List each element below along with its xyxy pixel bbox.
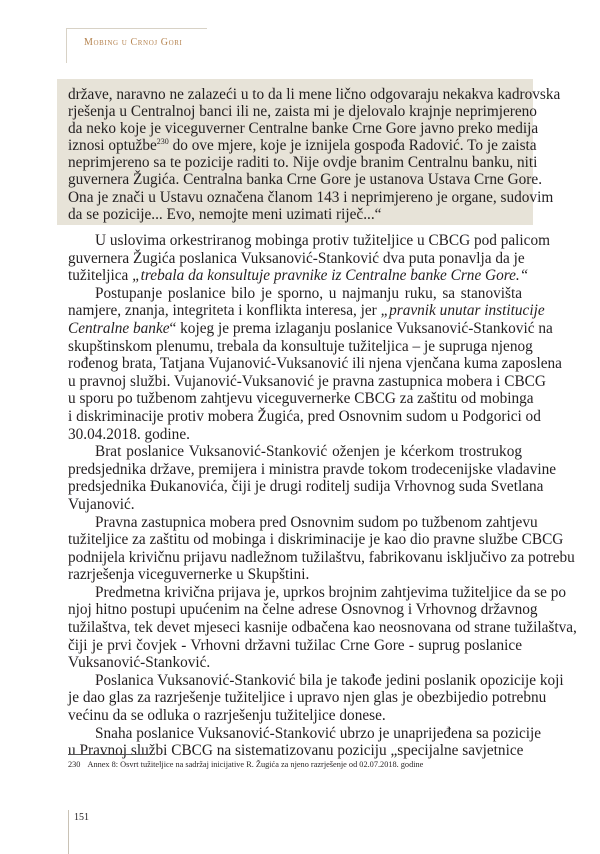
text-run: guvernera Žugića poslanica Vuksanović-Stanković dva puta ponavlja da je (68, 249, 525, 267)
text-run: iznosi optužbe (68, 137, 157, 155)
text-line (68, 232, 551, 250)
text-run: je dao glas za razrješenje tužiteljice i upravo njen glas je obezbijedio potrebnu (68, 689, 547, 707)
text-line (68, 531, 564, 549)
footnote (68, 760, 423, 769)
text-line (68, 654, 522, 672)
footnote-text: Annex 8: Osvrt tužiteljice na sadržaj inicijative R. Žugića za njeno razrješenje od 02.07.2018. godine (87, 760, 424, 769)
text-run: čiji je prvi čovjek - Vrhovni državni tužilac Crne Gore - suprug poslanice (68, 636, 522, 654)
text-run: njoj hitno postupi upućenim na čelne adrese Osnovnog i Vrhovnog državnog (68, 601, 538, 619)
text-line (68, 443, 522, 461)
text-run: u Pravnoj službi CBCG na sistematizovanu poziciju „specijalne savjetnice (68, 742, 524, 760)
text-line (68, 671, 564, 690)
text-line (68, 583, 567, 602)
running-title: Mobing u Crnoj Gori (84, 37, 183, 48)
text-line (68, 249, 525, 268)
text-line (68, 689, 547, 707)
text-run: U uslovima orkestriranog mobinga protiv tužiteljice u CBCG pod palicom (95, 232, 551, 249)
text-run: Poslanica Vuksanović-Stanković bila je takođe jedini poslanik opozicije koji (95, 671, 564, 689)
text-line (68, 619, 577, 637)
text-line (68, 372, 546, 391)
paragraph (68, 583, 577, 672)
text-line (68, 267, 529, 285)
running-header (66, 28, 207, 63)
text-line (68, 137, 537, 155)
text-run: Vujanović. (68, 495, 135, 513)
text-line (68, 302, 545, 320)
text-run: Vuksanović-Stanković. (68, 654, 211, 672)
text-line (68, 426, 522, 444)
text-run: “ kojeg je prema izlaganju poslanice Vuksanović-Stanković na (169, 319, 553, 337)
text-line (68, 496, 522, 514)
text-line (68, 513, 538, 532)
footnote-number: 230 (68, 760, 81, 769)
page-number: 151 (68, 810, 89, 854)
text-run: Ona je znači u Ustavu označena članom 143 i neprimjereno je organe, sudovim (68, 188, 554, 206)
text-run: u pravnoj službi. Vujanović-Vuksanović je pravna zastupnica mobera i CBCG (68, 372, 546, 390)
text-run: rješenja u Centralnoj banci ili ne, zaista mi je djelovalo krajnje neprimjereno (68, 103, 537, 121)
text-run: razrješenja viceguvernerke u Skupštini. (68, 566, 310, 584)
text-run: predsjednika Đukanovića, čiji je drugi roditelj sudija Vrhovnog suda Svetlana (68, 478, 544, 496)
text-run: Brat poslanice Vuksanović-Stanković oženjen je kćerkom trostrukog (95, 443, 522, 461)
text-line (68, 724, 542, 743)
text-line (68, 478, 544, 496)
text-run: predsjednika države, premijera i ministra pravde tokom trodecenijske vladavine (68, 460, 557, 478)
text-line (68, 460, 557, 479)
text-run: da neko koje je viceguverner Centralne banke Crne Gore javno preko medija (68, 120, 539, 138)
italic-quote: „pravnik unutar institucije (380, 302, 545, 320)
text-line (68, 171, 543, 189)
paragraph (68, 443, 557, 513)
text-line (68, 188, 554, 206)
text-line (68, 707, 522, 725)
paragraph (68, 232, 551, 285)
text-line (68, 103, 537, 121)
text-line (68, 742, 522, 760)
text-line (68, 337, 533, 356)
italic-quote: Centralne banke (68, 319, 170, 337)
paragraph (68, 284, 562, 443)
body-text (68, 232, 577, 760)
text-line (68, 601, 538, 619)
text-run: guvernera Žugića. Centralna banka Crne Gore je ustanova Ustava Crne Gore. (68, 171, 543, 189)
text-line (68, 566, 522, 584)
text-line (68, 637, 522, 655)
text-run: tužiteljica (68, 267, 133, 285)
text-run: da se pozicije... Evo, nemojte meni uzimati riječ...“ (68, 205, 382, 223)
text-run: rođenog brata, Tatjana Vujanović-Vuksanović ili njena vjenčana kuma zaposlena (68, 355, 562, 373)
text-run: u sporu po tužbenom zahtjevu viceguvernerke CBCG za zaštitu od mobinga (68, 390, 534, 408)
paragraph (68, 671, 564, 725)
text-run: skupštinskom plenumu, trebala da konsultuje tužiteljica – je supruga njenog (68, 337, 533, 355)
footnote-divider (68, 754, 154, 755)
text-run: tužiteljice za zaštitu od mobinga i diskriminacije je kao dio pravne službe CBCG (68, 531, 564, 549)
text-run: 30.04.2018. godine. (68, 425, 190, 443)
text-run: države, naravno ne zalazeći u to da li mene lično odgovaraju nekakva kadrovska (68, 86, 561, 103)
text-line (68, 120, 539, 138)
paragraph (68, 513, 575, 584)
quote-block (68, 86, 561, 223)
text-run: i diskriminacije protiv mobera Žugića, pred Osnovnim sudom u Podgorici od (68, 407, 541, 425)
text-run: Predmetna krivična prijava je, uprkos brojnim zahtjevima tužiteljice da se po (95, 583, 567, 601)
text-run: neprimjereno sa te pozicije raditi to. Nije ovdje branim Centralnu banku, niti (68, 154, 538, 172)
text-run: do ove mjere, koje je iznijela gospođa Radović. To je zaista (168, 137, 537, 155)
text-run: Snaha poslanice Vuksanović-Stanković ubrzo je unaprijeđena sa pozicije (95, 724, 542, 742)
text-line (68, 154, 538, 172)
text-line (68, 206, 522, 223)
italic-quote: „trebala da konsultuje pravnike iz Centralne banke Crne Gore.“ (132, 267, 529, 285)
text-line (68, 548, 575, 567)
footnote-reference: 230 (156, 137, 169, 147)
text-line (68, 319, 553, 338)
text-line (68, 390, 534, 408)
text-run: Postupanje poslanice bilo je sporno, u najmanju ruku, sa stanovišta (95, 284, 522, 302)
text-line (68, 86, 561, 103)
text-line (68, 407, 541, 426)
text-run: tužilaštva, tek devet mjeseci kasnije odbačena kao neosnovana od strane tužilaštva, (68, 619, 577, 637)
text-line (68, 355, 562, 373)
text-run: Pravna zastupnica mobera pred Osnovnim sudom po tužbenom zahtjevu (95, 513, 538, 531)
text-run: većinu da se odluka o razrješenju tužiteljice donese. (68, 707, 386, 725)
text-run: namjere, znanja, integriteta i konflikta interesa, jer (68, 302, 381, 320)
text-run: podnijela krivičnu prijavu nadležnom tužilaštvu, fabrikovanu isključivo za potrebu (68, 548, 575, 566)
text-line (68, 285, 522, 303)
